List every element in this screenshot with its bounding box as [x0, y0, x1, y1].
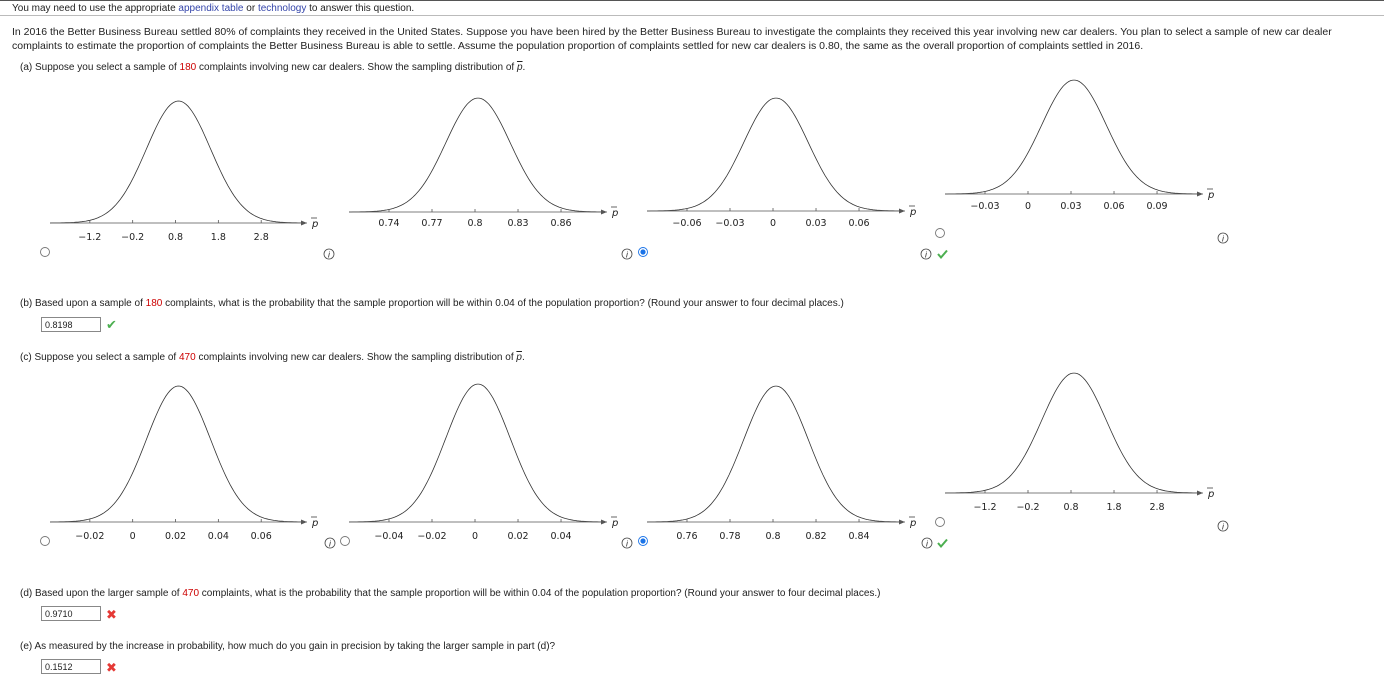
tick-label: 0.09 — [1146, 201, 1168, 212]
part-b-sample-size: 180 — [145, 298, 163, 309]
part-a-graph-option-2[interactable] — [349, 98, 648, 259]
tick-label: 0.8 — [167, 232, 184, 243]
check-icon — [938, 540, 947, 547]
tick-label: 0.02 — [164, 531, 187, 542]
part-a-graph-option-4[interactable] — [938, 80, 1228, 257]
tick-label: −0.2 — [1016, 502, 1040, 513]
tick-label: 0.03 — [1060, 201, 1082, 212]
normal-curve — [349, 98, 603, 212]
tick-label: −0.03 — [715, 218, 745, 229]
info-icon-glyph: i — [625, 539, 629, 549]
info-icon-glyph: i — [327, 250, 331, 260]
part-a-graph-option-3[interactable] — [647, 98, 945, 259]
tick-label: −0.03 — [970, 201, 1000, 212]
tick-label: 0 — [471, 531, 479, 542]
tick-label: 0.03 — [805, 218, 827, 229]
normal-curve — [50, 386, 302, 522]
tick-label: 0.04 — [207, 531, 229, 542]
normal-curve — [647, 98, 901, 211]
part-c-suffix: complaints involving new car dealers. Show the sampling distribution of — [198, 352, 514, 363]
part-d-cross-icon: ✖ — [106, 607, 117, 622]
tick-label: 0.77 — [421, 218, 443, 229]
part-c-question: (c) Suppose you select a sample of 470 complaints involving new car dealers. Show the sampling distribution of $\overline{p}$. — [20, 352, 525, 363]
axis-label: p — [612, 208, 619, 219]
axis-arrow-icon — [1197, 192, 1203, 197]
part-a-question: (a) Suppose you select a sample of 180 complaints involving new car dealers. Show the sampling distribution of $\overline{p}$. — [20, 62, 526, 73]
part-c-prefix: (c) Suppose you select a sample of — [20, 352, 177, 363]
tick-label: 1.8 — [210, 232, 226, 243]
info-icon-glyph: i — [328, 539, 332, 549]
radio-button[interactable] — [936, 518, 945, 527]
info-icon-glyph: i — [625, 250, 629, 260]
tick-label: −0.04 — [374, 531, 404, 542]
tick-label: 0 — [129, 531, 136, 542]
axis-arrow-icon — [899, 209, 905, 214]
normal-curve — [945, 373, 1199, 493]
radio-button[interactable] — [936, 229, 945, 238]
info-icon-glyph: i — [1221, 522, 1225, 532]
normal-curve — [945, 80, 1199, 194]
hint-or: or — [246, 3, 256, 14]
part-a-sample-size: 180 — [179, 62, 197, 73]
part-b-suffix: complaints, what is the probability that the sample proportion will be within 0.04 of the population proportion? (Round your answer to four decimal places.) — [165, 298, 844, 309]
axis-label: p — [1208, 190, 1215, 201]
tick-label: 0.82 — [805, 531, 827, 542]
axis-arrow-icon — [601, 520, 607, 525]
part-b-check-icon: ✔ — [106, 317, 117, 332]
part-b-answer-input[interactable]: 0.8198 — [41, 317, 101, 332]
tick-label: −0.02 — [75, 531, 105, 542]
problem-intro: In 2016 the Better Business Bureau settled 80% of complaints they received in the United States. Suppose you have been hired by the Better Business Bureau to investigate the complaints they received this year involving new car dealers. You plan to select a sample of new car dealer complaints to estimate the proportion of complaints the Better Business Bureau is able to settle. Assume the population proportion of complaints settled for new car dealers is 0.80, the same as the overall proportion of complaints settled in 2016. — [12, 26, 1332, 52]
tick-label: 2.8 — [1149, 502, 1165, 513]
check-icon — [938, 251, 947, 258]
part-a-graph-option-1[interactable] — [41, 101, 335, 259]
part-b-prefix: (b) Based upon a sample of — [20, 298, 143, 309]
radio-button[interactable] — [341, 537, 350, 546]
info-icon-glyph: i — [1221, 234, 1225, 244]
technology-link[interactable]: technology — [257, 3, 307, 14]
part-d-prefix: (d) Based upon the larger sample of — [20, 588, 180, 599]
tick-label: 0.84 — [848, 531, 870, 542]
normal-curve — [349, 384, 603, 522]
normal-curve — [50, 101, 302, 223]
tick-label: 0.8 — [467, 218, 483, 229]
tick-label: 2.8 — [253, 232, 269, 243]
tick-label: −1.2 — [973, 502, 997, 513]
tick-label: 0.76 — [676, 531, 698, 542]
tick-label: 0.83 — [507, 218, 529, 229]
tick-label: 0.78 — [719, 531, 741, 542]
part-a-suffix: complaints involving new car dealers. Show the sampling distribution of — [199, 62, 515, 73]
tick-label: 0 — [769, 218, 777, 229]
appendix-table-link[interactable]: appendix table — [178, 3, 244, 14]
part-e-answer-input[interactable]: 0.1512 — [41, 659, 101, 674]
normal-curve — [647, 386, 901, 522]
tick-label: −0.2 — [121, 232, 145, 243]
radio-selected-dot — [640, 538, 645, 543]
info-icon-glyph: i — [925, 539, 929, 549]
axis-label: p — [1208, 489, 1215, 500]
part-c-sample-size: 470 — [178, 352, 196, 363]
radio-button[interactable] — [41, 537, 50, 546]
hint-prefix: You may need to use the appropriate — [12, 3, 176, 14]
p-bar-symbol: $\overline{p}$ — [516, 62, 523, 73]
axis-arrow-icon — [1197, 491, 1203, 496]
axis-label: p — [910, 518, 917, 529]
radio-button[interactable] — [41, 248, 50, 257]
hint-suffix: to answer this question. — [309, 3, 415, 14]
axis-label: p — [312, 518, 319, 529]
tick-label: 1.8 — [1106, 502, 1122, 513]
axis-label: p — [910, 207, 917, 218]
p-bar-symbol: $\overline{p}$ — [516, 352, 522, 363]
part-c-graph-option-4[interactable] — [936, 373, 1229, 546]
part-c-graph-option-1[interactable] — [41, 386, 336, 548]
axis-arrow-icon — [899, 520, 905, 525]
tick-label: 0.02 — [507, 531, 529, 542]
tick-label: 0.86 — [550, 218, 572, 229]
radio-selected-dot — [640, 249, 645, 254]
tick-label: 0.06 — [250, 531, 272, 542]
tick-label: −0.06 — [672, 218, 702, 229]
part-d-answer-input[interactable]: 0.9710 — [41, 606, 101, 621]
axis-label: p — [612, 518, 619, 529]
axis-arrow-icon — [301, 221, 307, 226]
part-e-question: (e) As measured by the increase in probability, how much do you gain in precision by taking the larger sample in part (d)? — [20, 641, 556, 652]
part-a-prefix: (a) Suppose you select a sample of — [20, 62, 177, 73]
tick-label: 0.8 — [1063, 502, 1079, 513]
tick-label: 0.06 — [1103, 201, 1125, 212]
tick-label: 0.06 — [848, 218, 870, 229]
tick-label: 0.04 — [550, 531, 572, 542]
part-e-cross-icon: ✖ — [106, 660, 117, 675]
tick-label: −1.2 — [78, 232, 102, 243]
axis-arrow-icon — [301, 520, 307, 525]
part-d-suffix: complaints, what is the probability that the sample proportion will be within 0.04 of the population proportion? (Round your answer to four decimal places.) — [201, 588, 881, 599]
part-d-sample-size: 470 — [182, 588, 200, 599]
tick-label: 0.8 — [765, 531, 781, 542]
axis-label: p — [312, 219, 319, 230]
tick-label: −0.02 — [417, 531, 447, 542]
part-c-graph-option-3[interactable] — [639, 386, 933, 548]
info-icon-glyph: i — [924, 250, 928, 260]
axis-arrow-icon — [601, 210, 607, 215]
part-c-graph-option-2[interactable] — [341, 384, 633, 548]
tick-label: 0.74 — [378, 218, 400, 229]
tick-label: 0 — [1024, 201, 1032, 212]
